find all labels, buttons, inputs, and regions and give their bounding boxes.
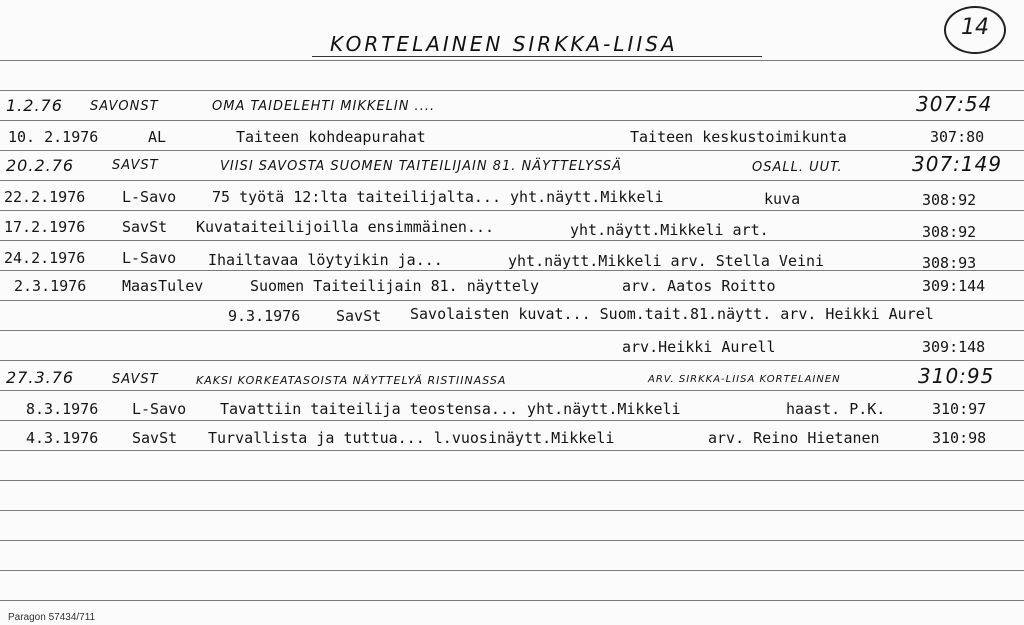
card-number-circle: [944, 6, 1006, 54]
entry-text: Turvallista ja tuttua... l.vuosinäytt.Mikkeli: [208, 429, 615, 447]
rule-line: [0, 330, 1024, 331]
entry-date: 20.2.76: [6, 156, 75, 175]
entry-paper: SavSt: [122, 218, 168, 236]
entry-ref: 310:95: [918, 364, 995, 388]
entry-paper: L-Savo: [132, 400, 187, 418]
entry-paper: L-Savo: [122, 188, 177, 206]
rule-line: [0, 180, 1024, 181]
rule-line: [0, 600, 1024, 601]
entry-paper: SAVONST: [90, 99, 159, 114]
rule-line: [0, 540, 1024, 541]
rule-line: [0, 360, 1024, 361]
entry-paper: SAVST: [112, 158, 159, 173]
rule-line: [0, 60, 1024, 61]
entry-text: 75 työtä 12:lta taiteilijalta... yht.näytt.Mikkeli: [212, 188, 664, 206]
entry-date: 2.3.1976: [14, 277, 87, 295]
rule-line: [0, 90, 1024, 91]
entry-extra: arv. Aatos Roitto: [622, 277, 776, 295]
entry-ref: 307:80: [930, 128, 985, 146]
entry-extra: ARV. SIRKKA-LIISA KORTELAINEN: [648, 374, 841, 385]
rule-line: [0, 120, 1024, 121]
rule-line: [0, 210, 1024, 211]
rule-line: [0, 510, 1024, 511]
entry-ref: 310:97: [932, 400, 987, 418]
entry-extra: OSALL. UUT.: [752, 160, 843, 175]
entry-ref: 308:92: [922, 223, 977, 241]
rule-line: [0, 450, 1024, 451]
entry-text: Ihailtavaa löytyikin ja...: [208, 251, 443, 269]
entry-text: OMA TAIDELEHTI MIKKELIN ....: [212, 99, 436, 114]
entry-ref: 308:93: [922, 254, 977, 272]
entry-text: VIISI SAVOSTA SUOMEN TAITEILIJAIN 81. NÄYTTELYSSÄ: [220, 159, 623, 174]
entry-ref: 307:149: [912, 152, 1003, 176]
card-number: 14: [961, 15, 989, 40]
entry-date: 1.2.76: [6, 96, 63, 115]
entry-date: 17.2.1976: [4, 218, 86, 236]
entry-extra: Taiteen keskustoimikunta: [630, 128, 847, 146]
entry-paper: SavSt: [132, 429, 178, 447]
entry-date: 9.3.1976: [228, 307, 301, 325]
entry-ref: 308:92: [922, 191, 977, 209]
entry-ref: 307:54: [916, 92, 993, 116]
rule-line: [0, 420, 1024, 421]
entry-text: KAKSI KORKEATASOISTA NÄYTTELYÄ RISTIINASSA: [196, 374, 507, 387]
entry-extra: haast. P.K.: [786, 400, 886, 418]
rule-line: [0, 150, 1024, 151]
rule-line: [0, 480, 1024, 481]
rule-line: [0, 240, 1024, 241]
entry-date: 22.2.1976: [4, 188, 86, 206]
entry-extra: kuva: [764, 190, 801, 208]
entry-ref: 309:148: [922, 338, 986, 356]
entry-text: Tavattiin taiteilija teostensa... yht.näytt.Mikkeli: [220, 400, 681, 418]
entry-extra: arv. Reino Hietanen: [708, 429, 880, 447]
entry-ref: 310:98: [932, 429, 987, 447]
entry-text: Savolaisten kuvat... Suom.tait.81.näytt. arv. Heikki Aurel: [410, 305, 934, 323]
entry-extra: yht.näytt.Mikkeli arv. Stella Veini: [508, 252, 825, 270]
rule-line: [0, 270, 1024, 271]
entry-date: 4.3.1976: [26, 429, 99, 447]
entry-paper: L-Savo: [122, 249, 177, 267]
entry-ref: 309:144: [922, 277, 986, 295]
entry-date: 10. 2.1976: [8, 128, 99, 146]
rule-line: [0, 570, 1024, 571]
entry-text: Suomen Taiteilijain 81. näyttely: [250, 277, 539, 295]
entry-extra: yht.näytt.Mikkeli art.: [570, 221, 769, 239]
entry-paper: SavSt: [336, 307, 382, 325]
entry-date: 8.3.1976: [26, 400, 99, 418]
rule-line: [0, 390, 1024, 391]
title-underline: [312, 56, 762, 57]
entry-date: 24.2.1976: [4, 249, 86, 267]
entry-text: arv.Heikki Aurell: [622, 338, 776, 356]
card-footer: Paragon 57434/711: [8, 612, 96, 623]
entry-paper: SAVST: [112, 372, 159, 387]
entry-text: Kuvataiteilijoilla ensimmäinen...: [196, 218, 495, 236]
entry-paper: AL: [148, 128, 167, 146]
entry-date: 27.3.76: [6, 368, 75, 387]
rule-line: [0, 300, 1024, 301]
entry-paper: MaasTulev: [122, 277, 204, 295]
entry-text: Taiteen kohdeapurahat: [236, 128, 426, 146]
card-title: KORTELAINEN SIRKKA-LIISA: [330, 32, 678, 56]
